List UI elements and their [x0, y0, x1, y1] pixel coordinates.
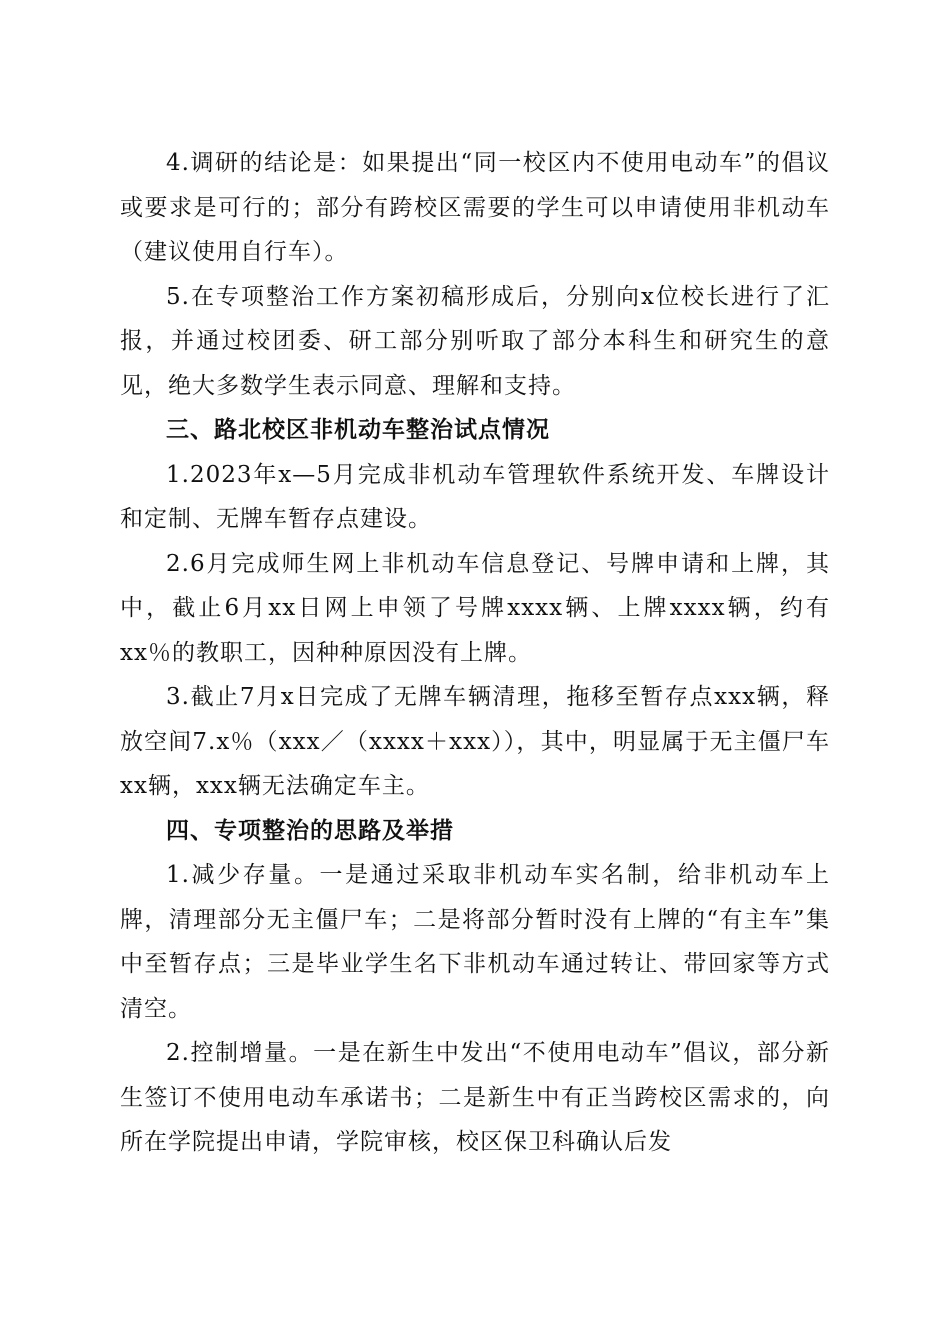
paragraph-measure-1: 1.减少存量。一是通过采取非机动车实名制，给非机动车上牌，清理部分无主僵尸车；二是将部分暂时没有上牌的“有主车”集中至暂存点；三是毕业学生名下非机动车通过转让、带回家等方式清空。 [120, 862, 830, 1022]
section-heading-4: 四、专项整治的思路及举措 [166, 817, 454, 844]
section-heading-3: 三、路北校区非机动车整治试点情况 [166, 417, 550, 443]
paragraph-pilot-1: 1.2023年x—5月完成非机动车管理软件系统开发、车牌设计和定制、无牌车暂存点建设。 [120, 461, 830, 532]
paragraph-pilot-3: 3.截止7月x日完成了无牌车辆清理，拖移至暂存点xxx辆，释放空间7.x％（xxx／（xxxx＋xxx）），其中，明显属于无主僵尸车xx辆，xxx辆无法确定车主。 [120, 684, 830, 799]
paragraph-pilot-2: 2.6月完成师生网上非机动车信息登记、号牌申请和上牌，其中，截止6月xx日网上申领了号牌xxxx辆、上牌xxxx辆，约有xx％的教职工，因种种原因没有上牌。 [120, 550, 830, 666]
document-body [120, 141, 830, 1165]
paragraph-measure-2: 2.控制增量。一是在新生中发出“不使用电动车”倡议，部分新生签订不使用电动车承诺书；二是新生中有正当跨校区需求的，向所在学院提出申请，学院审核，校区保卫科确认后发 [120, 1040, 830, 1155]
paragraph-item-4-conclusion: 4.调研的结论是：如果提出“同一校区内不使用电动车”的倡议或要求是可行的；部分有跨校区需要的学生可以申请使用非机动车（建议使用自行车）。 [120, 150, 830, 265]
paragraph-item-5-report: 5.在专项整治工作方案初稿形成后，分别向x位校长进行了汇报，并通过校团委、研工部分别听取了部分本科生和研究生的意见，绝大多数学生表示同意、理解和支持。 [120, 283, 830, 399]
